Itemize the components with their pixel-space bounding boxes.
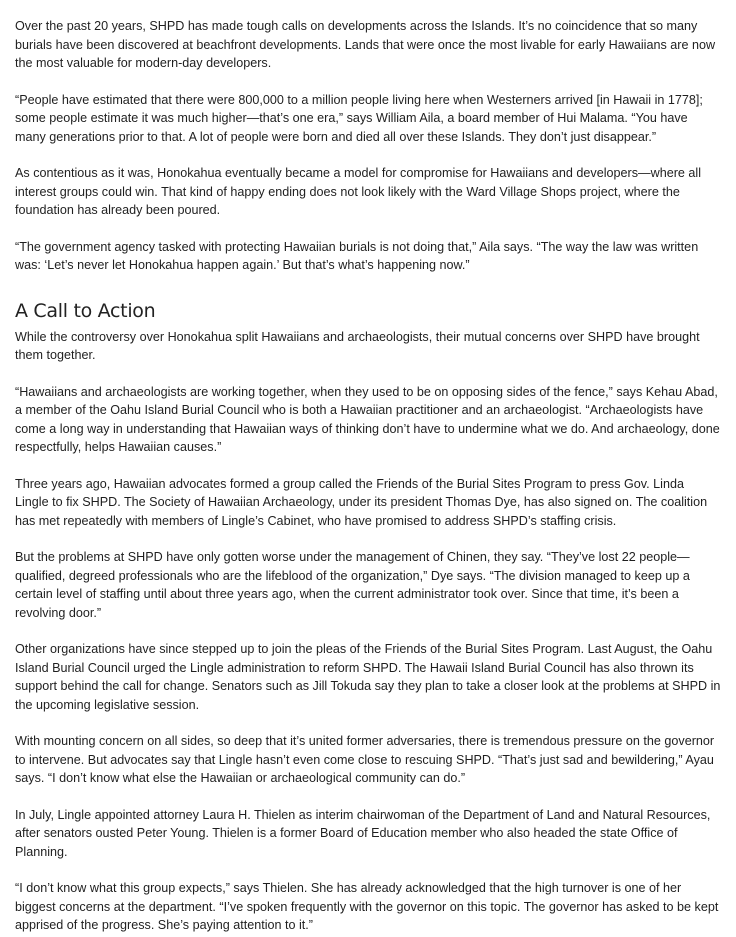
article-paragraph: With mounting concern on all sides, so deep that it’s united former adversaries, there is tremendous pressure on the governor to intervene. But advocates say that Lingle hasn’t even come close to rescuing SHPD. “That’s just sad and bewildering,” Ayau says. “I don’t know what else the Hawaiian or archaeological community can do.” (15, 734, 715, 785)
section-heading: A Call to Action (15, 299, 156, 322)
article-paragraph: Three years ago, Hawaiian advocates formed a group called the Friends of the Burial Sites Program to press Gov. Linda Lingle to fix SHPD. The Society of Hawaiian Archaeology, under its president Thomas Dye, has also signed on. The coalition has met repeatedly with members of Lingle’s Cabinet, who have promised to address SHPD’s staffing crisis. (15, 476, 708, 528)
article-paragraph: “Hawaiians and archaeologists are working together, when they used to be on opposing sides of the fence,” says Kehau Abad, a member of the Oahu Island Burial Council who is both a Hawaiian practitioner and an archaeologist. “Archaeologists have come a long way in understanding that Hawaiian ways of thinking don’t have to undermine what we do. And archaeology, done respectfully, helps Hawaiian causes.” (15, 384, 720, 454)
article-paragraph: Other organizations have since stepped up to join the pleas of the Friends of the Burial Sites Program. Last August, the Oahu Island Burial Council urged the Lingle administration to reform SHPD. The Hawaii Island Burial Council has also thrown its support behind the call for change. Senators such as Jill Tokuda say they plan to take a closer look at the problems at SHPD in the upcoming legislative session. (15, 642, 721, 712)
article-paragraph: Over the past 20 years, SHPD has made tough calls on developments across the Islands. It’s no coincidence that so many burials have been discovered at beachfront developments. Lands that were once the most livable for early Hawaiians are now the most valuable for modern-day developers. (15, 19, 716, 70)
article-paragraph: “I don’t know what this group expects,” says Thielen. She has already acknowledged that the high turnover is one of her biggest concerns at the department. “I’ve spoken frequently with the governor on this topic. The governor has asked to be kept apprised of the progress. She’s paying attention to it.” (15, 881, 719, 932)
article-paragraph: As contentious as it was, Honokahua eventually became a model for compromise for Hawaiians and developers—where all interest groups could win. That kind of happy ending does not look likely with the Ward Village Shops project, where the foundation has already been poured. (15, 166, 702, 217)
article-paragraph: While the controversy over Honokahua split Hawaiians and archaeologists, their mutual concerns over SHPD have brought them together. (15, 329, 700, 362)
article-paragraph: But the problems at SHPD have only gotten worse under the management of Chinen, they say. “They’ve lost 22 people—qualified, degreed professionals who are the lifeblood of the organization,” Dye says. “The division managed to keep up a certain level of staffing until about three years ago, when the current administrator took over. Since that time, it’s been a revolving door.” (15, 550, 690, 620)
article-paragraph: “People have estimated that there were 800,000 to a million people living here when Westerners arrived [in Hawaii in 1778]; some people estimate it was much higher—that’s one era,” says William Aila, a board member of Hui Malama. “You have many generations prior to that. A lot of people were born and died all over these Islands. They don’t just disappear.” (15, 92, 703, 144)
article-paragraph: In July, Lingle appointed attorney Laura H. Thielen as interim chairwoman of the Department of Land and Natural Resources, after senators ousted Peter Young. Thielen is a former Board of Education member who also headed the state Office of Planning. (15, 807, 711, 859)
article-paragraph: “The government agency tasked with protecting Hawaiian burials is not doing that,” Aila says. “The way the law was written was: ‘Let’s never let Honokahua happen again.’ But that’s what’s happening now.” (15, 239, 699, 272)
